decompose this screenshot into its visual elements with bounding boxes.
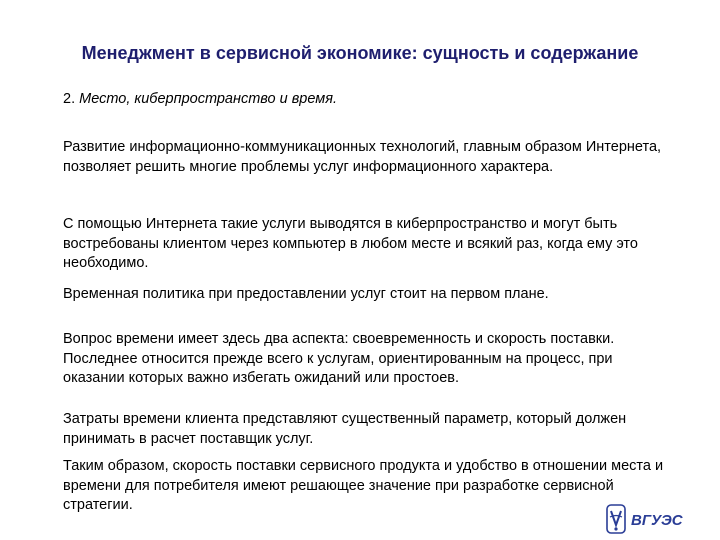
paragraph-time-policy: Временная политика при предоставлении услуг стоит на первом плане. [63, 286, 549, 302]
university-logo [605, 503, 705, 535]
logo-text: ВГУЭС [631, 512, 683, 529]
paragraph-time-aspects: Вопрос времени имеет здесь два аспекта: своевременность и скорость поставки. Последнее относится прежде всего к услугам, ориентированным на процесс, при оказании которых важно избегать ожиданий или простоев. [63, 331, 615, 386]
subtitle-number: 2. [63, 91, 76, 107]
emblem-icon [607, 505, 625, 533]
paragraph-client-time-cost: Затраты времени клиента представляют существенный параметр, который должен принимать в расчет поставщик услуг. [63, 411, 627, 447]
section-subtitle [63, 90, 663, 109]
subtitle-text: Место, киберпространство и время. [79, 91, 337, 107]
paragraph-ict-development: Развитие информационно-коммуникационных технологий, главным образом Интернета, позволяет решить многие проблемы услуг информационного характера. [63, 139, 662, 175]
paragraph-conclusion: Таким образом, скорость поставки сервисного продукта и удобство в отношении места и времени для потребителя имеют решающее значение при разработке сервисной стратегии. [63, 458, 664, 513]
paragraph-cyberspace: С помощью Интернета такие услуги выводятся в киберпространство и могут быть востребованы клиентом через компьютер в любом месте и всякий раз, когда ему это необходимо. [63, 216, 638, 271]
slide-title: Менеджмент в сервисной экономике: сущность и содержание [81, 43, 639, 63]
